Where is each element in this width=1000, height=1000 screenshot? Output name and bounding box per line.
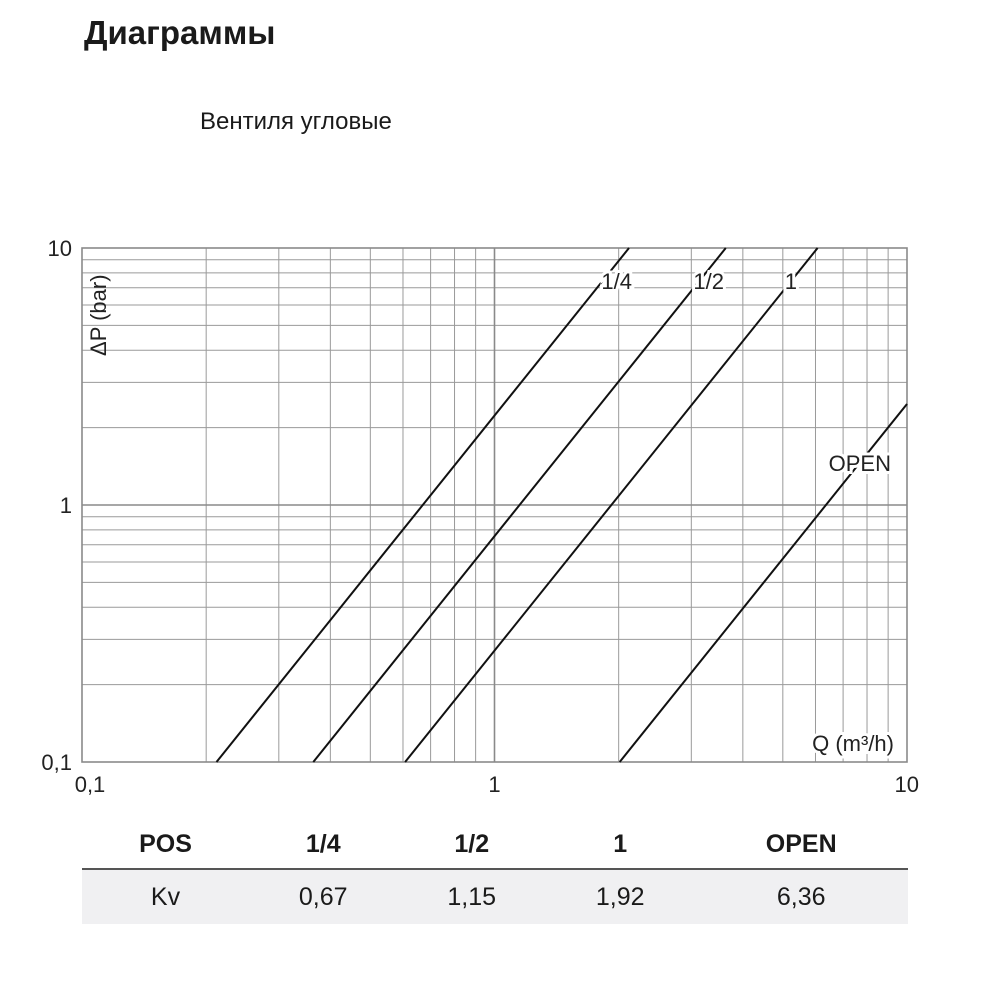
x-tick-label: 0,1: [74, 772, 106, 797]
x-tick-label: 1: [488, 772, 501, 797]
page-title: Диаграммы: [84, 14, 276, 51]
series-label: OPEN: [828, 451, 891, 476]
table-cell: 0,67: [249, 869, 397, 924]
header-cell: 1/4: [249, 820, 397, 869]
y-tick-label: 10: [47, 236, 72, 261]
table-cell: Kv: [82, 869, 249, 924]
series-label: 1/2: [693, 269, 724, 294]
y-tick-label: 0,1: [41, 750, 72, 775]
table-cell: 6,36: [694, 869, 908, 924]
header-cell: 1/2: [397, 820, 545, 869]
header-cell: OPEN: [694, 820, 908, 869]
chart-title: Вентиля угловые: [200, 108, 392, 135]
kv-table: [82, 820, 908, 924]
header-cell: POS: [82, 820, 249, 869]
header-cell: 1: [546, 820, 694, 869]
y-tick-label: 1: [59, 493, 72, 518]
table-row: [82, 869, 908, 924]
table-cell: 1,92: [546, 869, 694, 924]
table-header-row: [82, 820, 908, 869]
x-tick-label: 10: [894, 772, 919, 797]
x-axis-title: Q (m³/h): [812, 731, 894, 756]
y-axis-title: ΔP (bar): [86, 274, 111, 356]
table-cell: 1,15: [397, 869, 545, 924]
series-label: 1: [784, 269, 797, 294]
series-label: 1/4: [601, 269, 632, 294]
